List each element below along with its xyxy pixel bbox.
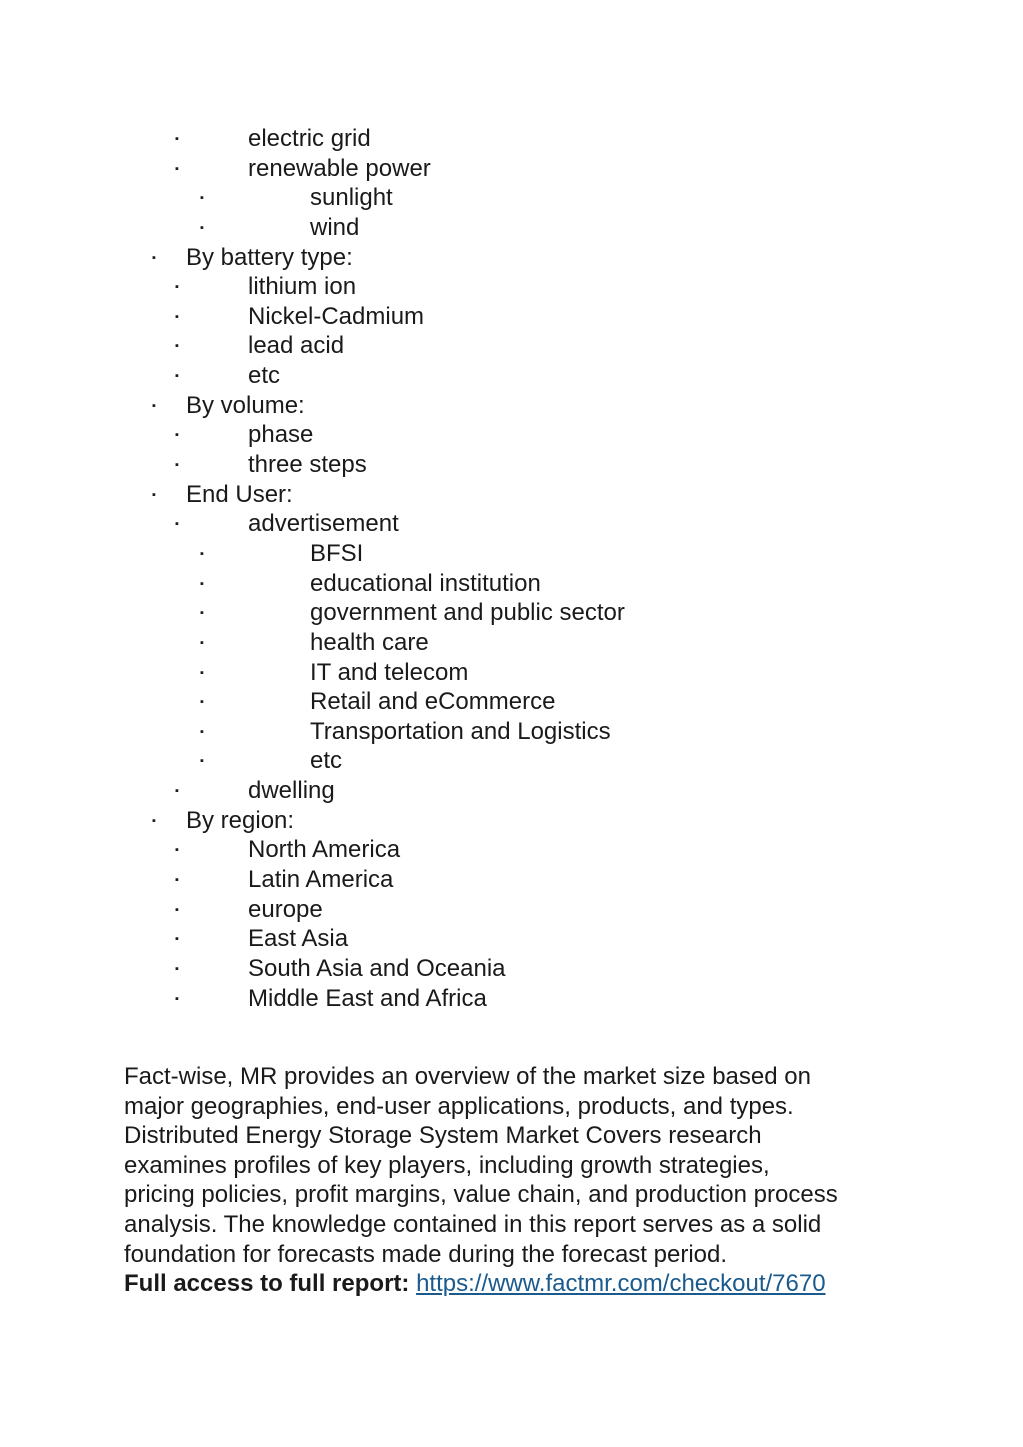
list-item <box>0 213 1023 243</box>
list-item <box>0 806 1023 836</box>
list-item-label: North America <box>248 836 401 864</box>
bullet-icon: ▪ <box>200 636 204 649</box>
bullet-icon: ▪ <box>200 607 204 620</box>
list-item <box>0 154 1023 184</box>
bullet-icon: ▪ <box>175 933 179 946</box>
bullet-icon: ▪ <box>175 844 179 857</box>
list-item-label: lithium ion <box>248 273 357 301</box>
list-item <box>0 835 1023 865</box>
list-item-label: health care <box>310 628 429 656</box>
list-item-label: By battery type: <box>186 243 353 271</box>
list-item-label: etc <box>248 362 281 390</box>
list-item-label: Transportation and Logistics <box>310 717 611 745</box>
list-item <box>0 717 1023 747</box>
full-access-label: Full access to full report: <box>124 1270 410 1298</box>
list-item <box>0 391 1023 421</box>
paragraph-line: examines profiles of key players, including growth strategies, <box>124 1151 770 1179</box>
bullet-icon: ▪ <box>175 340 179 353</box>
bullet-icon: ▪ <box>175 992 179 1005</box>
list-item <box>0 539 1023 569</box>
bullet-icon: ▪ <box>175 310 179 323</box>
list-item-label: By volume: <box>186 391 305 419</box>
bullet-icon: ▪ <box>175 518 179 531</box>
list-item-label: electric grid <box>248 125 371 152</box>
list-item <box>0 924 1023 954</box>
list-item-label: East Asia <box>248 925 349 953</box>
bullet-icon: ▪ <box>175 133 179 145</box>
bullet-icon: ▪ <box>175 874 179 887</box>
list-item <box>0 272 1023 302</box>
full-access-line <box>124 1269 914 1299</box>
bullet-icon: ▪ <box>175 459 179 472</box>
list-item-label: renewable power <box>248 154 431 182</box>
bullet-icon: ▪ <box>200 755 204 768</box>
bullet-icon: ▪ <box>175 962 179 975</box>
list-item-label: South Asia and Oceania <box>248 954 506 982</box>
list-item-label: phase <box>248 421 314 449</box>
list-item <box>0 420 1023 450</box>
list-item-label: wind <box>310 213 360 241</box>
bullet-icon: ▪ <box>152 399 156 412</box>
list-item <box>0 984 1023 1014</box>
list-item <box>0 124 1023 154</box>
bullet-icon: ▪ <box>152 814 156 827</box>
bullet-icon: ▪ <box>200 547 204 560</box>
list-item <box>0 302 1023 332</box>
list-item <box>0 598 1023 628</box>
list-item-label: educational institution <box>310 569 541 597</box>
bullet-icon: ▪ <box>175 903 179 916</box>
paragraph-body <box>124 1062 914 1269</box>
list-item <box>0 865 1023 895</box>
list-item-label: Middle East and Africa <box>248 984 487 1012</box>
bullet-icon: ▪ <box>200 725 204 738</box>
list-item-label: BFSI <box>310 539 364 567</box>
paragraph-line: Fact-wise, MR provides an overview of the market size based on <box>124 1063 811 1090</box>
list-item <box>0 687 1023 717</box>
bullet-icon: ▪ <box>175 281 179 294</box>
list-item <box>0 450 1023 480</box>
list-item <box>0 658 1023 688</box>
list-item-label: Latin America <box>248 866 394 894</box>
segmentation-list <box>0 124 1023 1013</box>
bullet-icon: ▪ <box>175 370 179 383</box>
paragraph-line: foundation for forecasts made during the forecast period. <box>124 1240 728 1268</box>
bullet-icon: ▪ <box>175 785 179 798</box>
bullet-icon: ▪ <box>152 251 156 264</box>
list-item <box>0 895 1023 925</box>
bullet-icon: ▪ <box>200 192 204 205</box>
list-item <box>0 954 1023 984</box>
bullet-icon: ▪ <box>200 577 204 590</box>
bullet-icon: ▪ <box>175 429 179 442</box>
list-item-label: Retail and eCommerce <box>310 688 556 716</box>
list-item <box>0 628 1023 658</box>
list-item <box>0 243 1023 273</box>
list-item <box>0 509 1023 539</box>
list-item-label: End User: <box>186 480 293 508</box>
list-item-label: IT and telecom <box>310 658 469 686</box>
list-item-label: government and public sector <box>310 599 625 627</box>
bullet-icon: ▪ <box>175 162 179 175</box>
report-checkout-link[interactable]: https://www.factmr.com/checkout/7670 <box>416 1270 826 1298</box>
list-item <box>0 480 1023 510</box>
list-item-label: Nickel-Cadmium <box>248 302 425 330</box>
paragraph-line: pricing policies, profit margins, value chain, and production process <box>124 1181 838 1209</box>
list-item <box>0 361 1023 391</box>
list-item <box>0 776 1023 806</box>
list-item-label: etc <box>310 747 343 775</box>
summary-paragraph <box>124 1062 914 1299</box>
list-item <box>0 331 1023 361</box>
list-item-label: By region: <box>186 806 295 834</box>
list-item-label: dwelling <box>248 777 335 805</box>
bullet-icon: ▪ <box>200 666 204 679</box>
bullet-icon: ▪ <box>200 696 204 709</box>
paragraph-line: Distributed Energy Storage System Market Covers research <box>124 1122 762 1150</box>
list-item <box>0 183 1023 213</box>
list-item-label: lead acid <box>248 332 345 360</box>
list-item-label: sunlight <box>310 184 393 212</box>
paragraph-line: major geographies, end-user applications, products, and types. <box>124 1092 794 1120</box>
list-item <box>0 746 1023 776</box>
list-item-label: europe <box>248 895 323 923</box>
bullet-icon: ▪ <box>200 221 204 234</box>
bullet-icon: ▪ <box>152 488 156 501</box>
list-item-label: advertisement <box>248 510 399 538</box>
list-item <box>0 569 1023 599</box>
paragraph-line: analysis. The knowledge contained in this report serves as a solid <box>124 1210 822 1238</box>
list-item-label: three steps <box>248 451 367 479</box>
